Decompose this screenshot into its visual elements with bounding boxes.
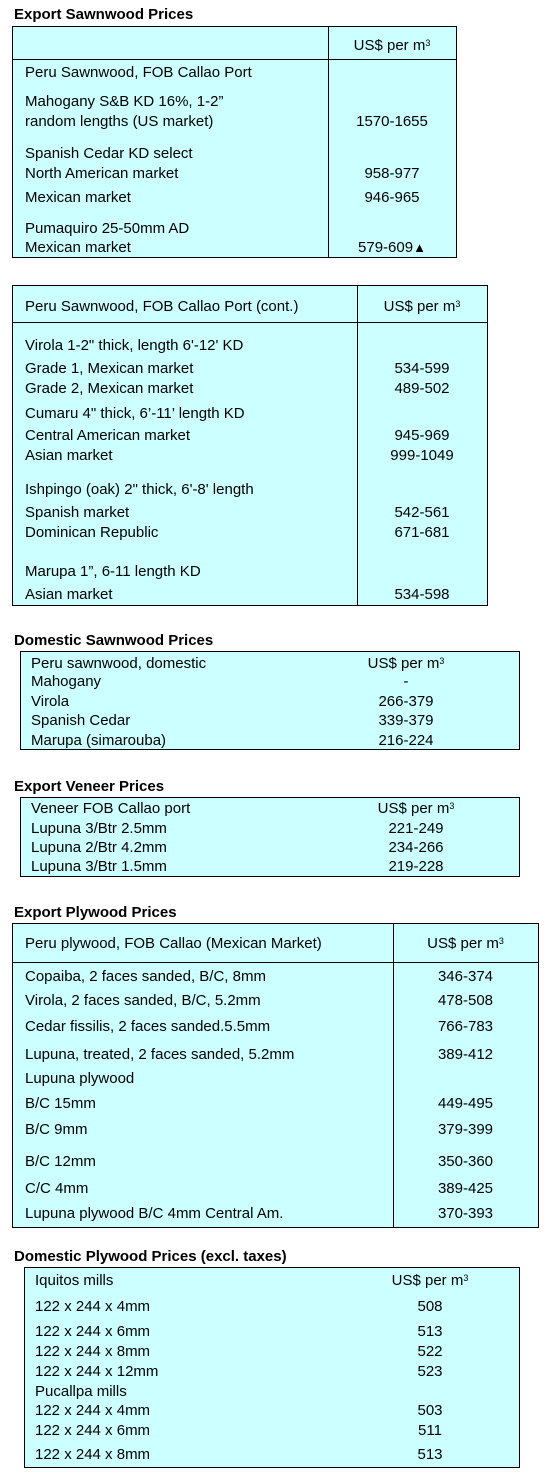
domestic-plywood-table <box>24 1267 520 1468</box>
row-value: 216-224 <box>378 732 434 749</box>
unit-label: US$ per m <box>391 1272 464 1289</box>
domestic-plywood-title: Domestic Plywood Prices (excl. taxes) <box>14 1248 287 1265</box>
unit-label: US$ per m <box>377 800 450 817</box>
row-label: Spanish Cedar <box>31 712 131 729</box>
row-value: 579-609 <box>358 239 414 256</box>
unit-superscript: 3 <box>498 936 504 946</box>
row-value: 958-977 <box>364 165 420 182</box>
row-value: 346-374 <box>437 968 494 985</box>
row-label: Dominican Republic <box>25 524 159 541</box>
unit-superscript: 3 <box>439 656 445 666</box>
row-label: 122 x 244 x 12mm <box>35 1363 159 1380</box>
row-label: Grade 1, Mexican market <box>25 360 194 377</box>
row-value: 534-598 <box>394 586 450 603</box>
row-label: Copaiba, 2 faces sanded, B/C, 8mm <box>25 968 266 985</box>
row-label: Marupa (simarouba) <box>31 732 167 749</box>
row-value: 389-425 <box>437 1180 494 1197</box>
domestic-sawnwood-title: Domestic Sawnwood Prices <box>14 632 214 649</box>
header-label: Peru Sawnwood, FOB Callao Port (cont.) <box>25 298 299 315</box>
header-label: Peru sawnwood, domestic <box>31 655 207 672</box>
unit-label: US$ per m <box>353 37 426 54</box>
row-label: 122 x 244 x 8mm <box>35 1446 151 1463</box>
row-value: 234-266 <box>388 839 444 856</box>
row-label: Lupuna 3/Btr 1.5mm <box>31 858 167 875</box>
row-value: 766-783 <box>437 1018 494 1035</box>
row-label: Pucallpa mills <box>35 1383 127 1400</box>
row-label: Lupuna, treated, 2 faces sanded, 5.2mm <box>25 1046 295 1063</box>
row-label: Virola 1-2" thick, length 6'-12' KD <box>25 337 244 354</box>
up-arrow-icon: ▲ <box>413 240 426 255</box>
row-value: 523 <box>417 1363 443 1380</box>
export-plywood-table <box>12 923 539 1228</box>
row-label: 122 x 244 x 4mm <box>35 1402 151 1419</box>
unit-label: US$ per m <box>367 655 440 672</box>
row-label: 122 x 244 x 6mm <box>35 1422 151 1439</box>
row-label: North American market <box>25 165 179 182</box>
row-value: 266-379 <box>378 693 434 710</box>
header-label: Peru plywood, FOB Callao (Mexican Market) <box>25 935 322 952</box>
row-value: 350-360 <box>437 1153 494 1170</box>
row-value: 999-1049 <box>390 447 454 464</box>
export-sawnwood-cont-table <box>12 285 488 606</box>
row-value: 946-965 <box>364 189 420 206</box>
row-label: Spanish Cedar KD select <box>25 145 193 162</box>
row-value: 511 <box>418 1422 442 1439</box>
row-value: 389-412 <box>437 1046 494 1063</box>
row-value: 339-379 <box>378 712 434 729</box>
unit-superscript: 3 <box>449 801 455 811</box>
domestic-sawnwood-table <box>20 651 520 750</box>
row-value: - <box>403 673 409 690</box>
row-value: 513 <box>417 1323 443 1340</box>
row-label: 122 x 244 x 6mm <box>35 1323 151 1340</box>
row-label: Pumaquiro 25-50mm AD <box>25 220 190 237</box>
row-value: 221-249 <box>388 820 444 837</box>
header-label: Iquitos mills <box>35 1272 114 1289</box>
unit-superscript: 3 <box>455 299 461 309</box>
header-label: Veneer FOB Callao port <box>31 800 191 817</box>
row-label: Spanish market <box>25 504 130 521</box>
row-label: Central American market <box>25 427 191 444</box>
unit-label: US$ per m <box>383 298 456 315</box>
export-veneer-title: Export Veneer Prices <box>14 778 165 795</box>
row-label: Mexican market <box>25 239 131 256</box>
row-label: Virola, 2 faces sanded, B/C, 5.2mm <box>25 992 261 1009</box>
column-divider <box>357 286 358 605</box>
row-value: 508 <box>417 1298 443 1315</box>
row-value: 379-399 <box>437 1121 494 1138</box>
row-label: Asian market <box>25 447 113 464</box>
row-label: Cumaru 4" thick, 6’-11’ length KD <box>25 405 245 422</box>
row-label: B/C 12mm <box>25 1153 96 1170</box>
row-label: Lupuna plywood B/C 4mm Central Am. <box>25 1205 284 1222</box>
export-plywood-title: Export Plywood Prices <box>14 904 177 921</box>
row-label: Lupuna plywood <box>25 1070 135 1087</box>
row-value: 370-393 <box>437 1205 494 1222</box>
row-label: Grade 2, Mexican market <box>25 380 194 397</box>
row-label: 122 x 244 x 8mm <box>35 1343 151 1360</box>
row-label: Lupuna 3/Btr 2.5mm <box>31 820 167 837</box>
row-label: Mahogany S&B KD 16%, 1-2” <box>25 93 224 110</box>
row-value: 503 <box>417 1402 443 1419</box>
row-value: 478-508 <box>437 992 494 1009</box>
export-sawnwood-title: Export Sawnwood Prices <box>14 6 194 23</box>
unit-label: US$ per m <box>427 935 499 952</box>
row-label: Lupuna 2/Btr 4.2mm <box>31 839 167 856</box>
export-veneer-table <box>20 797 520 877</box>
row-value: 542-561 <box>394 504 450 521</box>
export-sawnwood-table <box>12 26 457 258</box>
row-value: 219-228 <box>388 858 444 875</box>
unit-superscript: 3 <box>463 1273 469 1283</box>
row-label: Asian market <box>25 586 113 603</box>
row-label: C/C 4mm <box>25 1180 89 1197</box>
row-label: Ishpingo (oak) 2" thick, 6'-8' length <box>25 481 254 498</box>
row-label: random lengths (US market) <box>25 113 214 130</box>
row-value: 1570-1655 <box>356 113 428 130</box>
row-value: 534-599 <box>394 360 450 377</box>
row-label: Marupa 1”, 6-11 length KD <box>25 563 201 580</box>
column-divider <box>328 27 329 257</box>
row-label: Mahogany <box>31 673 102 690</box>
row-label: Virola <box>31 693 70 710</box>
row-value: 522 <box>417 1343 443 1360</box>
row-value: 945-969 <box>394 427 450 444</box>
row-label: Peru Sawnwood, FOB Callao Port <box>25 64 252 81</box>
row-value: 513 <box>417 1446 443 1463</box>
row-label: B/C 15mm <box>25 1095 96 1112</box>
unit-superscript: 3 <box>425 38 431 48</box>
row-label: 122 x 244 x 4mm <box>35 1298 151 1315</box>
row-value: 671-681 <box>394 524 450 541</box>
row-label: Cedar fissilis, 2 faces sanded.5.5mm <box>25 1018 271 1035</box>
row-label: B/C 9mm <box>25 1121 88 1138</box>
row-label: Mexican market <box>25 189 131 206</box>
row-value: 489-502 <box>394 380 450 397</box>
row-value: 449-495 <box>437 1095 494 1112</box>
